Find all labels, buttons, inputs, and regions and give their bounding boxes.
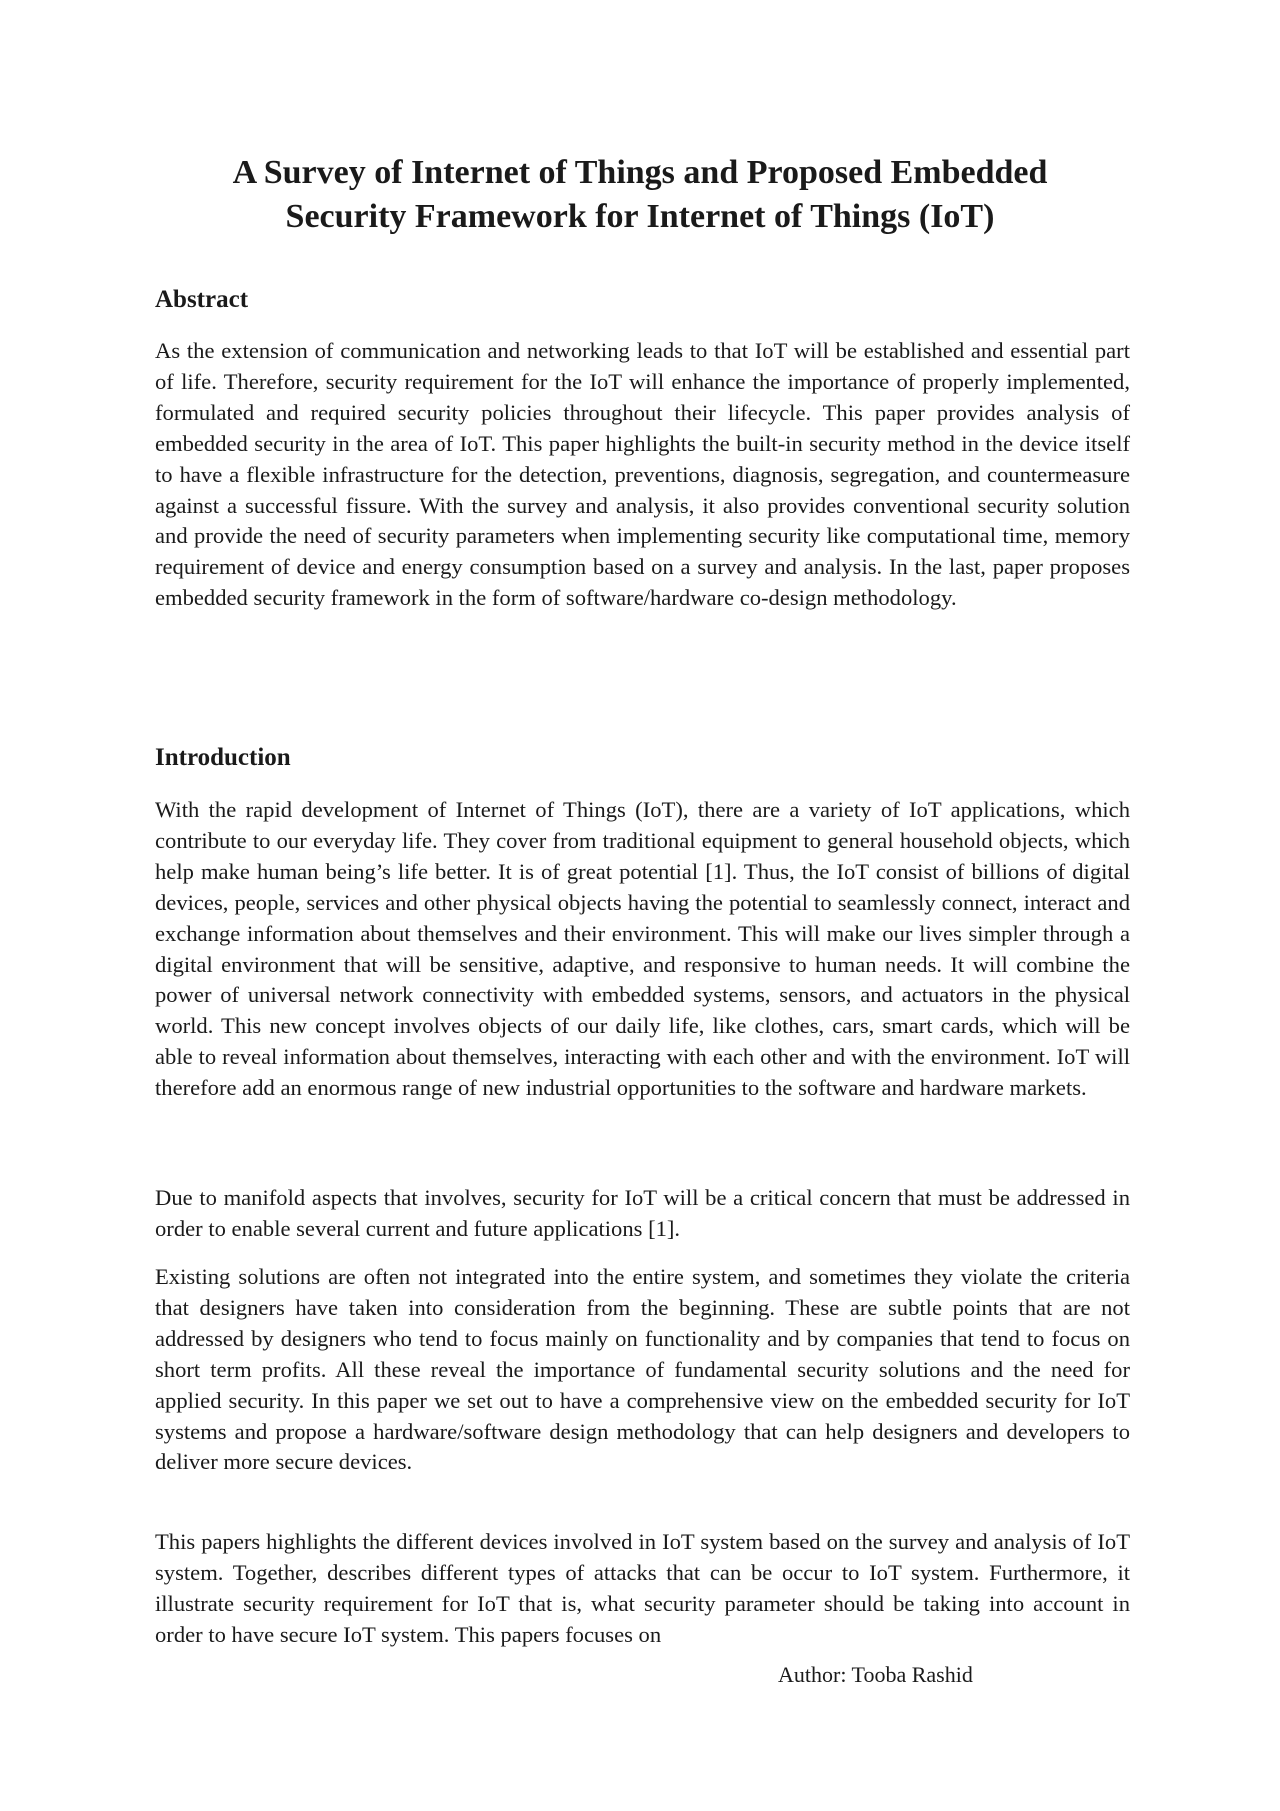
intro-paragraph-2: Due to manifold aspects that involves, security for IoT will be a critical concern that must be addressed in order to enable several current and future applications [1]. — [155, 1185, 1130, 1241]
intro-paragraph-4: This papers highlights the different devices involved in IoT system based on the survey and analysis of IoT system. Together, describes different types of attacks that can be occur to IoT system. Furthermore, it illustrate security requirement for IoT that is, what security parameter should be taking into account in order to have secure IoT system. This papers focuses on — [155, 1529, 1130, 1647]
author-footer: Author: Tooba Rashid — [778, 1662, 973, 1687]
intro-paragraph-1: With the rapid development of Internet of Things (IoT), there are a variety of IoT applications, which contribute to our everyday life. They cover from traditional equipment to general household objects, which help make human being’s life better. It is of great potential [1]. Thus, the IoT consist of billions of digital devices, people, services and other physical objects having the potential to seamlessly connect, interact and exchange information about themselves and their environment. This will make our lives simpler through a digital environment that will be sensitive, adaptive, and responsive to human needs. It will combine the power of universal network connectivity with embedded systems, sensors, and actuators in the physical world. This new concept involves objects of our daily life, like clothes, cars, smart cards, which will be able to reveal information about themselves, interacting with each other and with the environment. IoT will therefore add an enormous range of new industrial opportunities to the software and hardware markets. — [155, 797, 1130, 1101]
paper-title — [155, 151, 1125, 239]
intro-paragraph-3: Existing solutions are often not integrated into the entire system, and sometimes they violate the criteria that designers have taken into consideration from the beginning. These are subtle points that are not addressed by designers who tend to focus mainly on functionality and by companies that tend to focus on short term profits. All these reveal the importance of fundamental security solutions and the need for applied security. In this paper we set out to have a comprehensive view on the embedded security for IoT systems and propose a hardware/software design methodology that can help designers and developers to deliver more secure devices. — [155, 1264, 1130, 1475]
paper-title-line-1: A Survey of Internet of Things and Proposed Embedded — [232, 154, 1048, 191]
abstract-heading: Abstract — [155, 286, 249, 313]
abstract-text: As the extension of communication and networking leads to that IoT will be established and essential part of life. Therefore, security requirement for the IoT will enhance the importance of properly implemented, formulated and required security policies throughout their lifecycle. This paper provides analysis of embedded security in the area of IoT. This paper highlights the built-in security method in the device itself to have a flexible infrastructure for the detection, preventions, diagnosis, segregation, and countermeasure against a successful fissure. With the survey and analysis, it also provides conventional security solution and provide the need of security parameters when implementing security like computational time, memory requirement of device and energy consumption based on a survey and analysis. In the last, paper proposes embedded security framework in the form of software/hardware co-design methodology. — [155, 338, 1130, 611]
introduction-heading: Introduction — [155, 744, 291, 771]
paper-title-line-2: Security Framework for Internet of Things (IoT) — [285, 198, 995, 235]
